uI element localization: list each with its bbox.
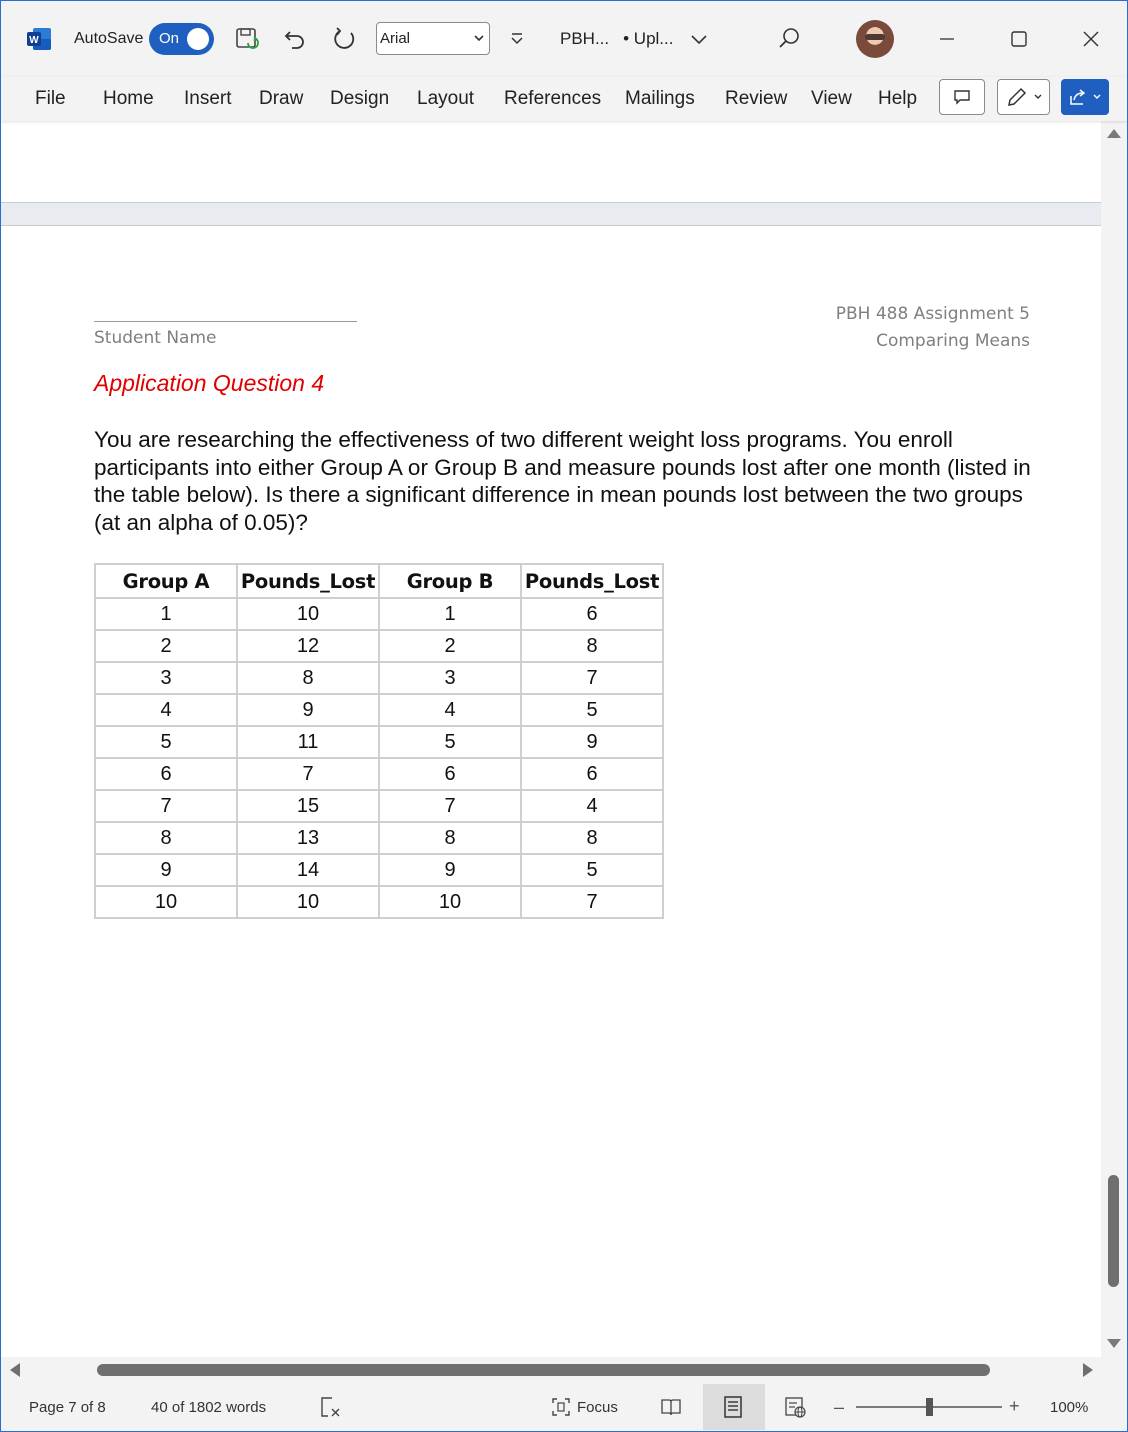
table-row [95, 854, 663, 886]
table-row [95, 726, 663, 758]
tab-view[interactable]: View [811, 88, 852, 109]
focus-icon[interactable] [547, 1394, 575, 1420]
table-cell: 14 [237, 854, 379, 886]
table-cell: 9 [237, 694, 379, 726]
comments-button[interactable] [939, 79, 985, 115]
minimize-icon[interactable] [931, 23, 963, 55]
horizontal-scroll-thumb[interactable] [97, 1364, 990, 1376]
table-cell: 8 [521, 822, 663, 854]
table-cell: 10 [237, 886, 379, 918]
horizontal-scrollbar[interactable] [1, 1357, 1101, 1383]
avatar[interactable] [856, 20, 894, 58]
doc-name: PBH... [560, 29, 610, 48]
focus-button[interactable]: Focus [577, 1399, 618, 1416]
table-cell: 7 [95, 790, 237, 822]
word-icon[interactable] [26, 27, 52, 51]
table-row [95, 822, 663, 854]
search-icon[interactable] [773, 23, 805, 55]
table-cell: 11 [237, 726, 379, 758]
ribbon-tabs [1, 77, 1127, 121]
customize-qat-icon[interactable] [501, 23, 533, 55]
vertical-scrollbar[interactable] [1101, 121, 1127, 1357]
table-row [95, 886, 663, 918]
table-cell: 10 [379, 886, 521, 918]
pencil-icon [1005, 85, 1029, 109]
maximize-icon[interactable] [1003, 23, 1035, 55]
student-name-line [94, 321, 357, 322]
redo-icon[interactable] [329, 23, 361, 55]
font-name-select[interactable] [376, 22, 490, 55]
table-row [95, 694, 663, 726]
table-cell: 6 [521, 598, 663, 630]
table-cell: 3 [95, 662, 237, 694]
table-cell: 7 [521, 662, 663, 694]
status-bar [1, 1383, 1127, 1431]
table-row [95, 662, 663, 694]
zoom-in-button[interactable]: + [1009, 1396, 1020, 1416]
table-cell: 15 [237, 790, 379, 822]
student-name-label: Student Name [94, 328, 217, 348]
zoom-level[interactable]: 100% [1050, 1399, 1089, 1416]
table-row [95, 598, 663, 630]
header-pounds-lost-b: Pounds_Lost [521, 564, 663, 598]
table-cell: 4 [95, 694, 237, 726]
tab-help[interactable]: Help [878, 88, 918, 109]
table-cell: 8 [521, 630, 663, 662]
scroll-up-arrow-icon[interactable] [1107, 129, 1121, 138]
page-count[interactable]: Page 7 of 8 [29, 1399, 106, 1416]
doc-status: • Upl... [623, 29, 674, 48]
tab-file[interactable]: File [35, 88, 66, 109]
table-cell: 5 [95, 726, 237, 758]
scroll-left-arrow-icon[interactable] [10, 1363, 20, 1377]
table-cell: 8 [95, 822, 237, 854]
toggle-knob [187, 28, 209, 50]
word-count[interactable]: 40 of 1802 words [151, 1399, 267, 1416]
chevron-down-icon [1033, 92, 1043, 102]
table-cell: 12 [237, 630, 379, 662]
header-group-a: Group A [95, 564, 237, 598]
undo-icon[interactable] [279, 23, 311, 55]
table-header-row [95, 564, 663, 598]
tab-layout[interactable]: Layout [417, 88, 475, 109]
tab-draw[interactable]: Draw [259, 88, 304, 109]
table-cell: 1 [95, 598, 237, 630]
tab-review[interactable]: Review [725, 88, 788, 109]
table-cell: 5 [521, 694, 663, 726]
document-title[interactable] [560, 29, 687, 49]
chevron-down-icon [1092, 92, 1102, 102]
table-row [95, 758, 663, 790]
zoom-out-button[interactable]: – [834, 1397, 845, 1417]
table-cell: 13 [237, 822, 379, 854]
autosave-toggle[interactable] [149, 23, 214, 55]
svg-text:W: W [29, 35, 39, 46]
document-canvas[interactable] [1, 121, 1101, 1357]
tab-design[interactable]: Design [330, 88, 390, 109]
header-pounds-lost-a: Pounds_Lost [237, 564, 379, 598]
font-name-value: Arial [380, 30, 411, 47]
table-cell: 9 [95, 854, 237, 886]
table-cell: 6 [379, 758, 521, 790]
table-cell: 2 [95, 630, 237, 662]
scroll-right-arrow-icon[interactable] [1083, 1363, 1093, 1377]
comment-icon [952, 87, 972, 107]
table-cell: 5 [379, 726, 521, 758]
table-cell: 9 [379, 854, 521, 886]
autosave-label: AutoSave [74, 30, 144, 47]
read-mode-icon[interactable] [657, 1394, 685, 1420]
table-cell: 2 [379, 630, 521, 662]
table-cell: 7 [379, 790, 521, 822]
editing-mode-button[interactable] [997, 79, 1050, 115]
close-icon[interactable] [1075, 23, 1107, 55]
autosave-state: On [159, 30, 180, 47]
scroll-down-arrow-icon[interactable] [1107, 1339, 1121, 1348]
scrollbar-corner [1101, 1357, 1127, 1383]
table-cell: 8 [379, 822, 521, 854]
tab-references[interactable]: References [504, 88, 602, 109]
data-table [94, 563, 664, 919]
table-cell: 1 [379, 598, 521, 630]
question-title: Application Question 4 [94, 370, 325, 396]
table-cell: 7 [237, 758, 379, 790]
table-cell: 4 [521, 790, 663, 822]
header-group-b: Group B [379, 564, 521, 598]
table-cell: 5 [521, 854, 663, 886]
header-assignment [836, 301, 1030, 355]
header-assignment-title: PBH 488 Assignment 5 [835, 304, 1030, 324]
table-row [95, 630, 663, 662]
avatar-glasses [865, 34, 885, 40]
chevron-down-icon [473, 31, 485, 45]
share-button[interactable] [1061, 79, 1109, 115]
table-cell: 4 [379, 694, 521, 726]
tab-insert[interactable]: Insert [184, 88, 232, 109]
table-cell: 10 [95, 886, 237, 918]
table-cell: 9 [521, 726, 663, 758]
save-icon[interactable] [231, 23, 263, 55]
page-break-gap [1, 202, 1101, 226]
print-layout-icon[interactable] [719, 1394, 747, 1420]
share-icon [1068, 87, 1088, 107]
table-cell: 3 [379, 662, 521, 694]
table-cell: 6 [521, 758, 663, 790]
header-assignment-topic: Comparing Means [876, 331, 1030, 351]
title-bar [1, 1, 1127, 77]
table-row [95, 790, 663, 822]
web-layout-icon[interactable] [781, 1394, 809, 1420]
question-text: You are researching the effectiveness of two different weight loss programs. You enroll participants into either Group A or Group B and measure pounds lost after one month (listed in the table below). Is there a significant difference in mean pounds lost between the two groups (at an alpha of 0.05)? [94, 427, 1031, 536]
table-cell: 6 [95, 758, 237, 790]
zoom-slider-thumb[interactable] [926, 1398, 933, 1416]
proofing-icon[interactable] [316, 1394, 344, 1420]
table-cell: 7 [521, 886, 663, 918]
title-chevron-down-icon[interactable] [683, 23, 715, 55]
tab-home[interactable]: Home [103, 88, 154, 109]
table-cell: 10 [237, 598, 379, 630]
table-cell: 8 [237, 662, 379, 694]
tab-mailings[interactable]: Mailings [625, 88, 695, 109]
vertical-scroll-thumb[interactable] [1108, 1175, 1119, 1287]
